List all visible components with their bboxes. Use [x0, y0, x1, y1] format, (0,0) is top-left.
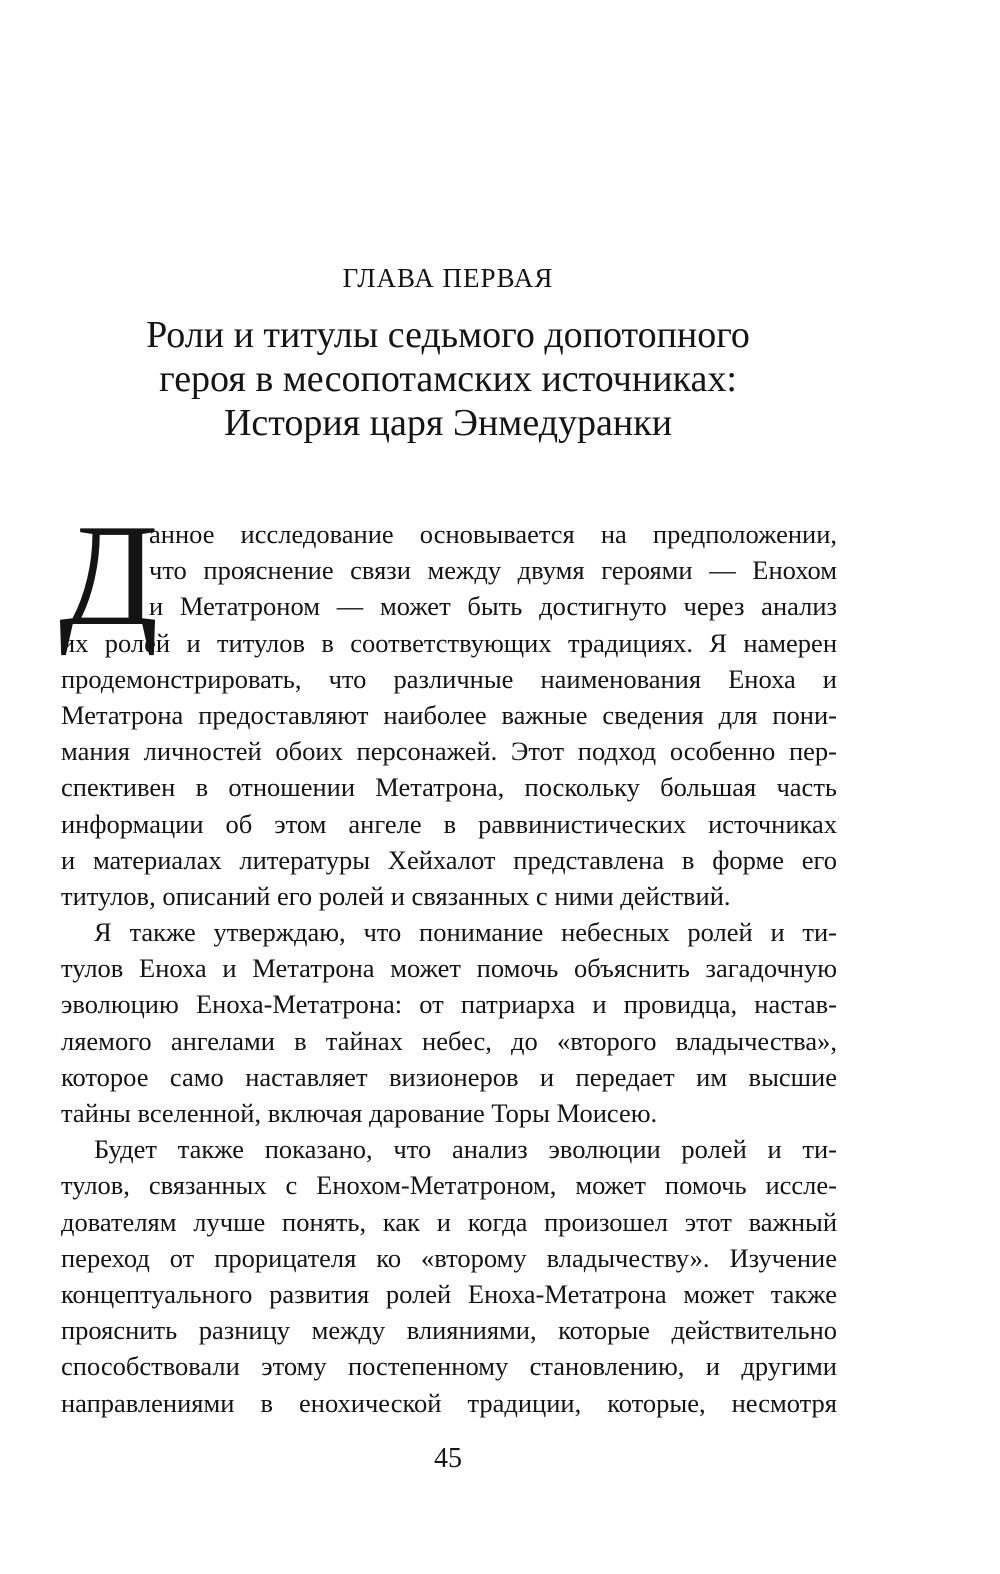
- paragraph-1: [59, 494, 837, 914]
- text-line: прояснить разницу между влияниями, которые действительно: [61, 1315, 837, 1346]
- text-line: и материалах литературы Хейхалот представлена в форме его: [61, 844, 837, 875]
- text-line: и Метатроном — может быть достигнуто через анализ: [149, 591, 837, 622]
- chapter-title-line: История царя Энмедуранки: [223, 402, 673, 444]
- chapter-title-line: Роли и титулы седьмого допотопного: [146, 314, 750, 356]
- text-line: тулов Еноха и Метатрона может помочь объяснить загадочную: [61, 953, 837, 984]
- text-line: информации об этом ангеле в раввинистических источниках: [61, 808, 837, 839]
- text-line: Метатрона предоставляют наиболее важные сведения для пони-: [61, 699, 837, 730]
- paragraph-3: [61, 1131, 837, 1421]
- text-line: направлениями в енохической традиции, которые, несмотря: [61, 1387, 837, 1418]
- text-line: мания личностей обоих персонажей. Этот подход особенно пер-: [61, 736, 837, 767]
- text-line: эволюцию Еноха-Метатрона: от патриарха и провидца, настав-: [61, 989, 837, 1020]
- text-line: спективен в отношении Метатрона, поскольку большая часть: [61, 772, 837, 803]
- text-line: ляемого ангелами в тайнах небес, до «второго владычества»,: [61, 1025, 837, 1056]
- text-line: тайны вселенной, включая дарование Торы Моисею.: [61, 1098, 658, 1128]
- drop-cap: Д: [59, 494, 159, 656]
- text-line: Я также утверждаю, что понимание небесных ролей и ти-: [94, 917, 837, 948]
- text-line: дователям лучше понять, как и когда произошел этот важный: [61, 1206, 837, 1237]
- paragraph-2: [61, 914, 837, 1131]
- text-line: анное исследование основывается на предположении,: [149, 519, 837, 549]
- text-line: тулов, связанных с Енохом-Метатроном, может помочь иссле-: [61, 1170, 837, 1201]
- text-line: Будет также показано, что анализ эволюции ролей и ти-: [94, 1134, 837, 1165]
- text-line: которое само наставляет визионеров и передает им высшие: [61, 1061, 837, 1092]
- chapter-label: ГЛАВА ПЕРВАЯ: [342, 263, 554, 293]
- text-line: что прояснение связи между двумя героями — Енохом: [149, 555, 837, 586]
- text-line: концептуального развития ролей Еноха-Метатрона может также: [61, 1278, 837, 1309]
- page-number: 45: [434, 1443, 462, 1474]
- body-text: [59, 494, 837, 1421]
- text-line: их ролей и титулов в соответствующих традициях. Я намерен: [61, 627, 837, 658]
- text-line: титулов, описаний его ролей и связанных с ними действий.: [61, 880, 731, 911]
- chapter-title: [0, 313, 896, 445]
- text-line: способствовали этому постепенному становлению, и другими: [61, 1351, 837, 1382]
- text-line: продемонстрировать, что различные наименования Еноха и: [61, 663, 837, 694]
- chapter-title-line: героя в месопотамских источниках:: [159, 358, 737, 400]
- text-line: переход от прорицателя ко «второму владычеству». Изучение: [61, 1242, 837, 1273]
